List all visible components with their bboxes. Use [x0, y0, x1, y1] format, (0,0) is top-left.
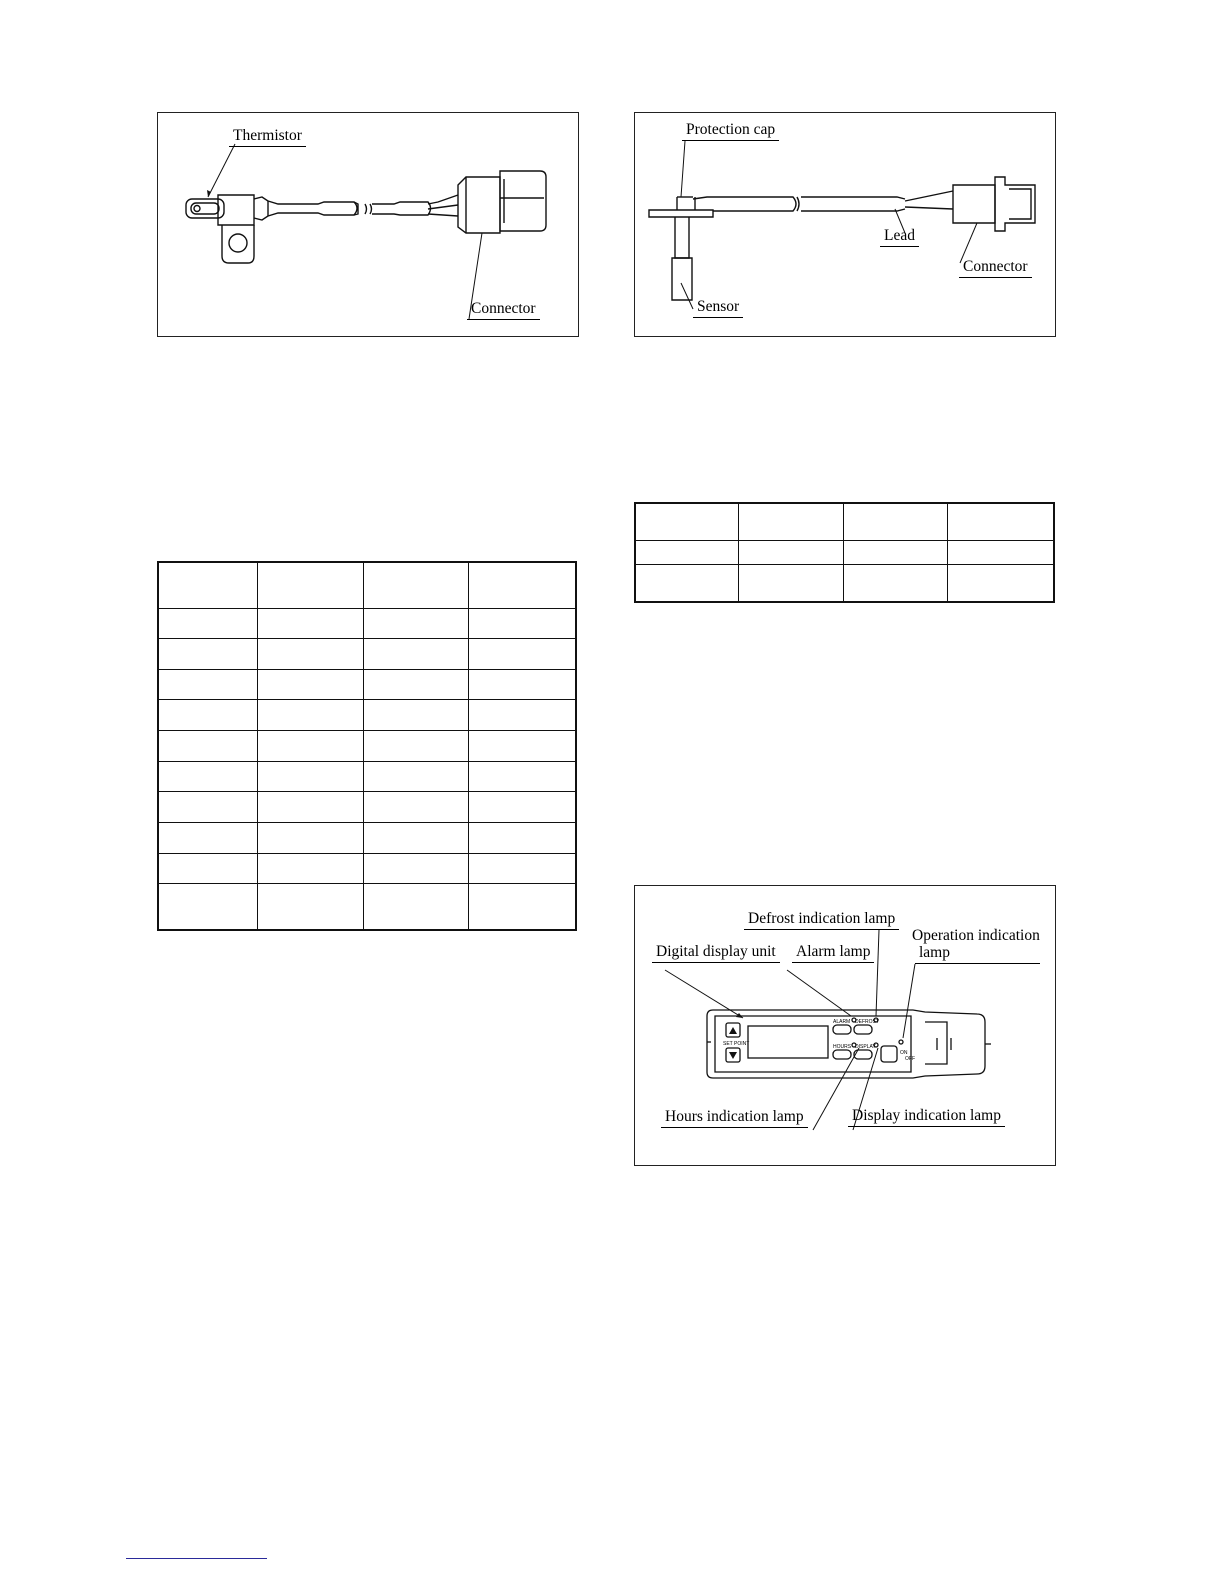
table-row — [158, 608, 576, 639]
panel-display-text: DISPLAY — [855, 1044, 876, 1050]
footnote-rule — [126, 1558, 267, 1559]
operation-lamp-label-line2: lamp — [915, 944, 1040, 964]
table-row — [158, 853, 576, 884]
sensor-connector-label: Connector — [959, 258, 1032, 278]
sensor-label: Sensor — [693, 298, 743, 318]
lead-label: Lead — [880, 227, 919, 247]
thermistor-connector-label: Connector — [467, 300, 540, 320]
panel-on-text: ON — [900, 1050, 908, 1056]
table-row — [158, 884, 576, 930]
table-row — [635, 503, 1054, 540]
table-row — [158, 700, 576, 731]
thermistor-figure — [157, 112, 579, 337]
table-row — [158, 639, 576, 670]
table-row — [635, 540, 1054, 565]
right-table — [634, 502, 1055, 603]
table-row — [158, 792, 576, 823]
digital-display-label: Digital display unit — [652, 943, 780, 963]
panel-alarm-text: ALARM — [833, 1019, 851, 1025]
display-lamp-label: Display indication lamp — [848, 1107, 1005, 1127]
hours-lamp-label: Hours indication lamp — [661, 1108, 808, 1128]
thermistor-label: Thermistor — [229, 127, 306, 147]
defrost-lamp-label: Defrost indication lamp — [744, 910, 899, 930]
table-row — [158, 669, 576, 700]
table-row — [158, 823, 576, 854]
table-row — [158, 731, 576, 762]
table-row — [158, 761, 576, 792]
controller-figure — [634, 885, 1056, 1166]
table-row — [158, 562, 576, 608]
panel-off-text: OFF — [905, 1056, 915, 1062]
alarm-lamp-label: Alarm lamp — [792, 943, 874, 963]
panel-defrost-text: DEFROST — [855, 1019, 879, 1025]
left-table — [157, 561, 577, 931]
operation-lamp-label-line1: Operation indication — [912, 927, 1040, 944]
panel-setpoint-text: SET POINT — [723, 1041, 750, 1047]
protection-cap-label: Protection cap — [682, 121, 779, 141]
panel-hours-text: HOURS — [833, 1044, 852, 1050]
sensor-figure — [634, 112, 1056, 337]
table-row — [635, 565, 1054, 602]
